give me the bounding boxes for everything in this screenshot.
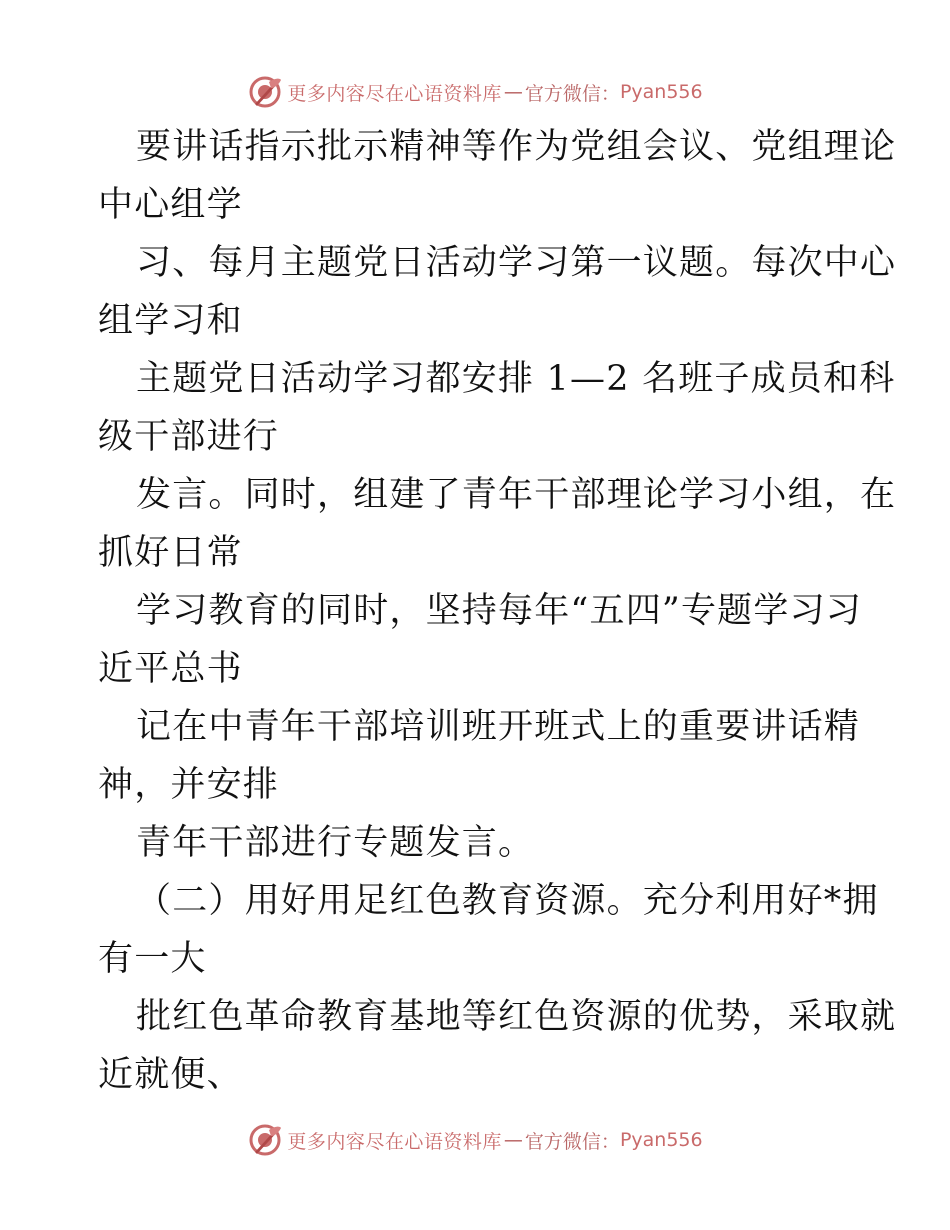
footer-watermark — [0, 1120, 950, 1160]
watermark-brand: 更多内容尽在心语资料库 — [287, 82, 502, 105]
watermark-label: 官方微信： — [524, 1130, 620, 1153]
text-line: （二）用好用足红色教育资源。充分利用好*拥 — [136, 881, 879, 921]
text-line: 批红色革命教育基地等红色资源的优势，采取就 — [136, 997, 897, 1037]
text-line: 主题党日活动学习都安排 1—2 名班子成员和科 — [136, 359, 896, 399]
text-line: 学习教育的同时，坚持每年“五四”专题学习习 — [136, 591, 862, 631]
quill-pen-logo-icon — [247, 74, 283, 110]
watermark-label: 官方微信： — [524, 82, 620, 105]
text-line: 中心组学 — [98, 185, 243, 225]
text-line: 近就便、 — [98, 1055, 243, 1095]
text-line: 抓好日常 — [98, 533, 243, 573]
text-line: 近平总书 — [98, 649, 243, 689]
header-watermark — [0, 72, 950, 112]
text-line: 发言。同时，组建了青年干部理论学习小组，在 — [136, 475, 897, 515]
text-line: 记在中青年干部培训班开班式上的重要讲话精 — [136, 707, 861, 747]
quill-pen-logo-icon — [247, 1122, 283, 1158]
text-line: 有一大 — [98, 939, 207, 979]
text-line: 级干部进行 — [98, 417, 280, 457]
watermark-handle: Pyan556 — [619, 81, 703, 103]
text-line: 组学习和 — [98, 301, 243, 341]
watermark-brand: 更多内容尽在心语资料库 — [287, 1130, 502, 1153]
text-line: 习、每月主题党日活动学习第一议题。每次中心 — [136, 243, 897, 283]
text-line: 要讲话指示批示精神等作为党组会议、党组理论 — [136, 127, 897, 167]
text-line: 青年干部进行专题发言。 — [136, 823, 535, 863]
watermark-separator: — — [503, 81, 523, 103]
watermark-handle: Pyan556 — [619, 1129, 703, 1151]
watermark-separator: — — [503, 1129, 523, 1151]
text-line: 神，并安排 — [98, 765, 280, 805]
